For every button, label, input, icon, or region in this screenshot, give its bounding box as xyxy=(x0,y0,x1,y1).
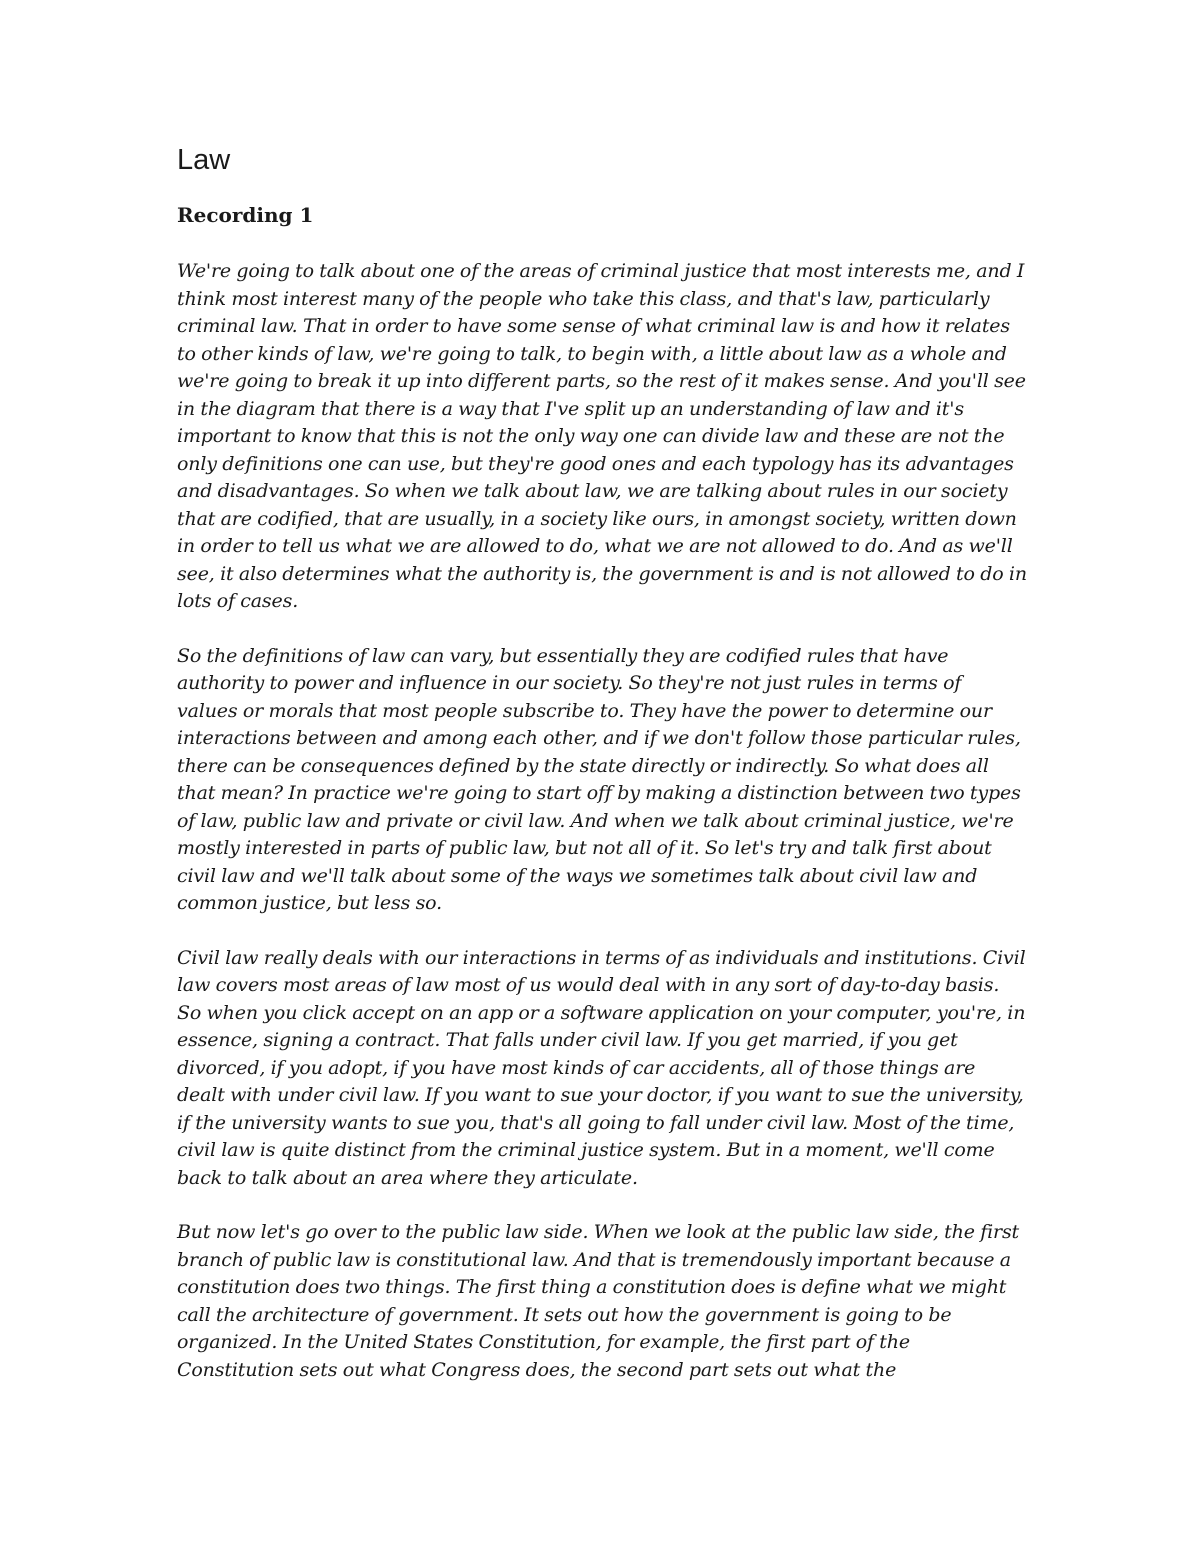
document-body xyxy=(177,142,1027,1411)
paragraph-4: But now let's go over to the public law side. When we look at the public law side, the first branch of public law is constitutional law. And that is tremendously important because a constitution does two things. The first thing a constitution does is define what we might call the architecture of government. It sets out how the government is going to be organized. In the United States Constitution, for example, the first part of the Constitution sets out what Congress does, the second part sets out what the xyxy=(177,1221,1020,1381)
paragraph-3: Civil law really deals with our interactions in terms of as individuals and institutions. Civil law covers most areas of law most of us would deal with in any sort of day-to-day basis. So when you click accept on an app or a software application on your computer, you're, in essence, signing a contract. That falls under civil law. If you get married, if you get divorced, if you adopt, if you have most kinds of car accidents, all of those things are dealt with under civil law. If you want to sue your doctor, if you want to sue the university, if the university wants to sue you, that's all going to fall under civil law. Most of the time, civil law is quite distinct from the criminal justice system. But in a moment, we'll come back to talk about an area where they articulate. xyxy=(177,946,1026,1189)
paragraph-1: We're going to talk about one of the areas of criminal justice that most interests me, and I think most interest many of the people who take this class, and that's law, particularly criminal law. That in order to have some sense of what criminal law is and how it relates to other kinds of law, we're going to talk, to begin with, a little about law as a whole and we're going to break it up into different parts, so the rest of it makes sense. And you'll see in the diagram that there is a way that I've split up an understanding of law and it's important to know that this is not the only way one can divide law and these are not the only definitions one can use, but they're good ones and each typology has its advantages and disadvantages. So when we talk about law, we are talking about rules in our society that are codified, that are usually, in a society like ours, in amongst society, written down in order to tell us what we are allowed to do, what we are not allowed to do. And as we'll see, it also determines what the authority is, the government is and is not allowed to do in lots of cases. xyxy=(177,260,1027,612)
paragraph-2: So the definitions of law can vary, but essentially they are codified rules that have authority to power and influence in our society. So they're not just rules in terms of values or morals that most people subscribe to. They have the power to determine our interactions between and among each other, and if we don't follow those particular rules, there can be consequences defined by the state directly or indirectly. So what does all that mean? In practice we're going to start off by making a distinction between two types of law, public law and private or civil law. And when we talk about criminal justice, we're mostly interested in parts of public law, but not all of it. So let's try and talk first about civil law and we'll talk about some of the ways we sometimes talk about civil law and common justice, but less so. xyxy=(177,644,1021,914)
document-title: Law xyxy=(177,144,231,176)
section-heading: Recording 1 xyxy=(177,203,314,227)
